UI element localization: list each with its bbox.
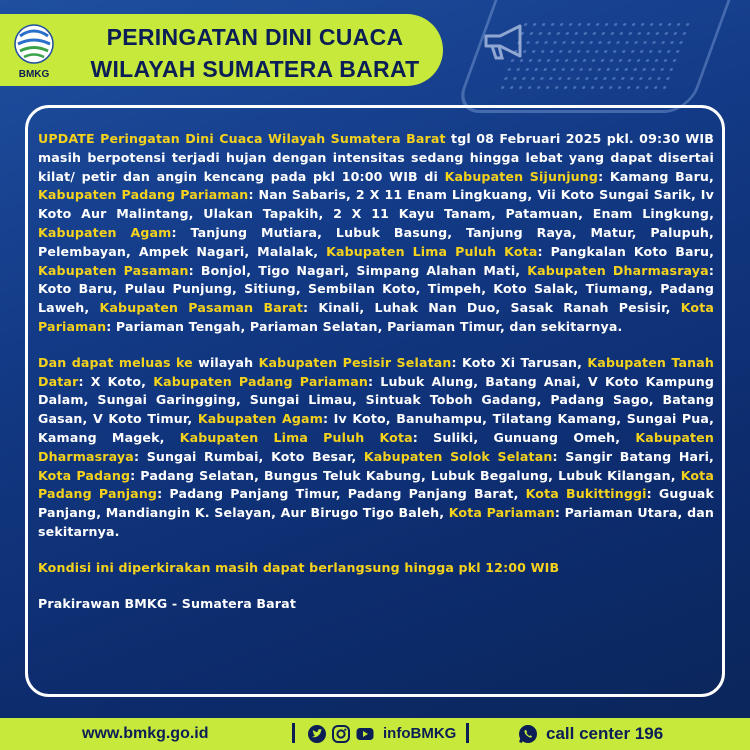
megaphone-icon [480, 22, 530, 62]
warning-paragraph-extended [38, 354, 714, 542]
region-highlight: Kabupaten Pasaman Barat [99, 300, 304, 316]
paragraph-text: : Nan Sabaris, 2 X 11 Enam Lingkuang, Vii Koto Sungai Sarik, Iv Koto Aur Malintang, Ulakan Tapakih, 2 X 11 Kayu Tanam, Patamuan, Enam Lingkung, [38, 187, 715, 222]
social-handle[interactable]: infoBMKG [383, 725, 457, 742]
paragraph-text: : Tanjung Mutiara, Lubuk Basung, Tanjung Raya, Matur, Palupuh, Pelembayan, Ampek Nagari, Malalak, [38, 224, 714, 259]
bmkg-logo [12, 24, 56, 80]
website-link[interactable]: www.bmkg.go.id [82, 725, 209, 742]
paragraph-text: : Padang Panjang Timur, Padang Panjang Barat, [157, 486, 526, 502]
region-highlight: Kabupaten Agam [197, 411, 323, 427]
paragraph-text: : Iv Koto, Banuhampu, Tilatang Kamang, Sungai Pua, Kamang Magek, [38, 411, 714, 445]
paragraph-text: : Padang Selatan, Bungus Teluk Kabung, Lubuk Begalung, Lubuk Kilangan, [130, 467, 681, 483]
region-highlight: Kabupaten Solok Selatan [363, 448, 553, 464]
region-highlight: Kabupaten Agam [38, 224, 172, 240]
paragraph-text: : Sangir Batang Hari, [552, 448, 714, 464]
paragraph-text: : X Koto, [78, 373, 154, 389]
header-title-line2: WILAYAH SUMATERA BARAT [90, 56, 420, 82]
paragraph-text: : Sungai Rumbai, Koto Besar, [133, 448, 364, 464]
region-highlight: Kota Padang Panjang [38, 467, 714, 502]
region-highlight: Kabupaten Padang Pariaman [38, 187, 249, 203]
paragraph-text: : Pariaman Utara, dan sekitarnya. [38, 505, 715, 539]
footer-divider [292, 723, 295, 743]
call-center-text[interactable]: call center 196 [546, 724, 664, 743]
region-highlight: Kabupaten Padang Pariaman [153, 373, 369, 389]
paragraph-text: : Pariaman Tengah, Pariaman Selatan, Pariaman Timur, dan sekitarnya. [106, 318, 623, 334]
region-highlight: Kota Bukittinggi [525, 486, 647, 502]
paragraph-text: : Suliki, Gunuang Omeh, [412, 429, 636, 445]
paragraph-text: : Koto Xi Tarusan, [451, 354, 588, 370]
region-highlight: Kabupaten Lima Puluh Kota [326, 243, 538, 259]
paragraph-text: : Koto Baru, Pulau Punjung, Sitiung, Sembilan Koto, Timpeh, Koto Salak, Tiumang, Padang Laweh, [38, 262, 715, 316]
forecaster-signature: Prakirawan BMKG - Sumatera Barat [38, 595, 296, 611]
footer-divider [466, 723, 469, 743]
region-highlight: Kota Pariaman [38, 300, 715, 334]
header-title-line1: PERINGATAN DINI CUACA [106, 24, 404, 50]
region-highlight: Kabupaten Dharmasraya [38, 429, 714, 464]
paragraph-text: : Guguak Panjang, Mandiangin K. Selayan, Aur Birugo Tigo Baleh, [38, 486, 714, 521]
paragraph-text: wilayah [192, 354, 259, 370]
paragraph-text: : Kamang Baru, [598, 168, 714, 184]
region-highlight: Dan dapat meluas ke [38, 354, 193, 370]
header-banner [0, 14, 443, 86]
footer-bar [0, 718, 750, 750]
paragraph-text: : Kinali, Luhak Nan Duo, Sasak Ranah Pesisir, [303, 300, 681, 316]
region-highlight: Kabupaten Sijunjung [444, 168, 599, 184]
paragraph-text: tgl 08 Februari 2025 pkl. 09:30 WIB masih berpotensi terjadi hujan dengan intensitas sedang hingga lebat yang dapat disertai kilat/ petir dan angin kencang pada pkl 10:00 WIB di [38, 131, 714, 184]
region-highlight: Kabupaten Pasaman [38, 262, 189, 278]
youtube-icon[interactable] [356, 725, 374, 743]
warning-paragraph-primary [38, 130, 714, 337]
paragraph-text: : Pangkalan Koto Baru, [537, 243, 715, 259]
region-highlight: Kota Pariaman [448, 505, 555, 521]
region-highlight: Kabupaten Dharmasraya [527, 262, 709, 278]
region-highlight: Kabupaten Pesisir Selatan [258, 354, 452, 370]
paragraph-text: : Lubuk Alung, Batang Anai, V Koto Kampung Dalam, Sungai Garingging, Sungai Limau, Sintuak Toboh Gadang, Padang Sago, Batang Gasan, V Koto Timur, [38, 373, 715, 427]
logo-text: BMKG [18, 69, 50, 80]
instagram-icon[interactable] [332, 725, 350, 743]
paragraph-text: : Bonjol, Tigo Nagari, Simpang Alahan Mati, [188, 262, 528, 278]
region-highlight: Kabupaten Lima Puluh Kota [179, 429, 413, 445]
region-highlight: UPDATE Peringatan Dini Cuaca Wilayah Sumatera Barat [38, 131, 446, 146]
twitter-icon[interactable] [308, 725, 326, 743]
condition-note: Kondisi ini diperkirakan masih dapat berlangsung hingga pkl 12:00 WIB [38, 559, 560, 575]
content-panel [25, 105, 725, 697]
whatsapp-icon[interactable] [518, 724, 538, 744]
region-highlight: Kota Padang [38, 467, 131, 483]
region-highlight: Kabupaten Tanah Datar [38, 354, 714, 389]
